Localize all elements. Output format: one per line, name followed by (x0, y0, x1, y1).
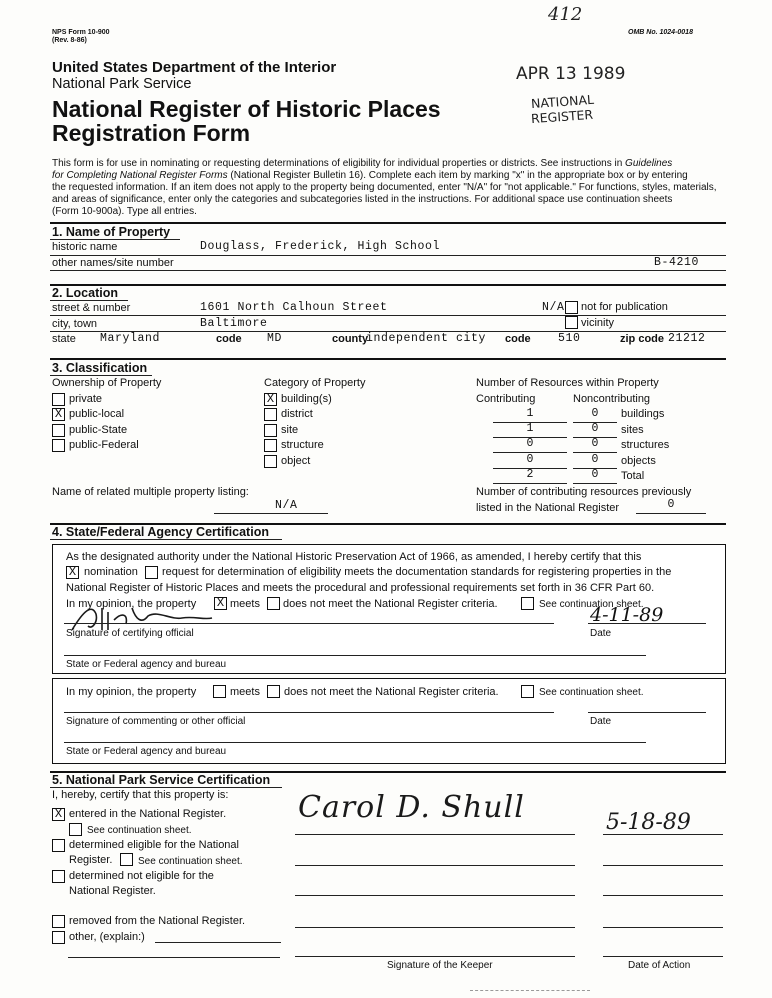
ownership-heading: Ownership of Property (52, 377, 162, 389)
category-district-checkbox[interactable] (264, 408, 277, 421)
keeper-line-5 (295, 956, 575, 957)
keeper-signature-label: Signature of the Keeper (387, 960, 493, 971)
street-line (50, 315, 726, 316)
section-3-heading-underline (50, 375, 152, 376)
street-number-value[interactable]: 1601 North Calhoun Street (200, 301, 388, 314)
meets-checkbox[interactable]: X (214, 597, 227, 610)
historic-name-line (50, 255, 726, 256)
opinion-label: In my opinion, the property (66, 598, 197, 610)
other-names-line (50, 270, 726, 271)
county-value[interactable]: independent city (366, 332, 487, 345)
agency2-bureau-label: State or Federal agency and bureau (66, 746, 227, 757)
keeper-line-2 (295, 865, 575, 866)
certifying-date-label: Date (590, 628, 612, 639)
form-revision: (Rev. 8-86) (52, 37, 87, 44)
resources-heading: Number of Resources within Property (476, 377, 659, 389)
contributing-structures[interactable]: 0 (526, 437, 534, 450)
action-line-3 (603, 895, 723, 896)
cert-paragraph-line-1: As the designated authority under the National Historic Preservation Act of 1966, as amended, I hereby certify that this (66, 551, 642, 563)
ownership-public-local-label: public-local (69, 408, 125, 420)
other-checkbox[interactable] (52, 931, 65, 944)
ownership-private-checkbox[interactable] (52, 393, 65, 406)
state-label: state (52, 333, 76, 345)
eligible-see-continuation-checkbox[interactable] (120, 853, 133, 866)
row-label-sites: sites (621, 424, 644, 436)
certifying-date-value: 4-11-89 (590, 604, 664, 626)
entered-see-continuation-checkbox[interactable] (69, 823, 82, 836)
meets2-checkbox[interactable] (213, 685, 226, 698)
action-line-5 (603, 956, 723, 957)
see-continuation-checkbox[interactable] (521, 597, 534, 610)
meets-label: meets (230, 598, 260, 610)
previously-listed-value[interactable]: 0 (667, 498, 675, 511)
ownership-private-label: private (69, 393, 103, 405)
instructions-line-4: and areas of significance, enter only the categories and subcategories listed in the instructions. For additional space use continuation sheets (52, 194, 673, 205)
vicinity-checkbox[interactable] (565, 316, 578, 329)
section-1-heading: 1. Name of Property (52, 225, 171, 239)
entered-see-continuation-label: See continuation sheet. (87, 825, 192, 836)
form-subtitle: Registration Form (52, 120, 251, 146)
section-2-heading-underline (50, 300, 128, 301)
noncontributing-line (573, 483, 617, 484)
instructions-line-2: for Completing National Register Forms (National Register Bulletin 16). Complete each item by marking "x" in the appropriate box or by entering (52, 170, 688, 181)
date-of-action-label: Date of Action (628, 960, 691, 971)
county-code-value[interactable]: 510 (558, 332, 581, 345)
zip-code-value[interactable]: 21212 (668, 332, 706, 345)
commenting-signature-line (64, 712, 554, 713)
certify-statement: I, hereby, certify that this property is: (52, 789, 229, 801)
instructions-line-5: (Form 10-900a). Type all entries. (52, 206, 197, 217)
does-not-meet2-label: does not meet the National Register criteria. (284, 686, 499, 698)
section-2-heading: 2. Location (52, 286, 118, 300)
state-value[interactable]: Maryland (100, 332, 161, 345)
contributing-sites[interactable]: 1 (526, 422, 534, 435)
see-continuation-label: See continuation sheet. (539, 599, 644, 610)
noncontributing-structures[interactable]: 0 (591, 437, 599, 450)
noncontributing-sites[interactable]: 0 (591, 422, 599, 435)
keeper-line-1 (295, 834, 575, 835)
determined-eligible-label-1: determined eligible for the National (69, 839, 239, 851)
opinion2-label: In my opinion, the property (66, 686, 197, 698)
instructions-line-3: the requested information. If an item does not apply to the property being documented, enter "N/A" for "not applicable." For functions, styles, materials, (52, 182, 717, 193)
scan-artifact-line (470, 990, 590, 991)
related-listing-value[interactable]: N/A (275, 499, 298, 512)
related-listing-line (214, 513, 328, 514)
does-not-meet-label: does not meet the National Register criteria. (283, 598, 498, 610)
determined-eligible-checkbox[interactable] (52, 839, 65, 852)
section-2-rule (50, 284, 726, 286)
category-heading: Category of Property (264, 377, 366, 389)
historic-name-value[interactable]: Douglass, Frederick, High School (200, 240, 441, 253)
service-name: National Park Service (52, 76, 192, 92)
keeper-signature: Carol D. Shull (298, 790, 525, 825)
row-label-structures: structures (621, 439, 670, 451)
contributing-line (493, 483, 567, 484)
eligible-see-continuation-label: See continuation sheet. (138, 856, 243, 867)
other-explain-line (155, 942, 281, 943)
noncontributing-buildings[interactable]: 0 (591, 407, 599, 420)
form-number: NPS Form 10-900 (52, 29, 110, 36)
department-name: United States Department of the Interior (52, 59, 337, 76)
ownership-public-federal-checkbox[interactable] (52, 439, 65, 452)
section-3-rule (50, 358, 726, 360)
determined-not-eligible-checkbox[interactable] (52, 870, 65, 883)
other-names-label: other names/site number (52, 257, 174, 269)
agency2-bureau-line (64, 742, 646, 743)
received-stamp-date: APR 13 1989 (516, 64, 626, 84)
request-determination-checkbox[interactable] (145, 566, 158, 579)
omb-number: OMB No. 1024-0018 (628, 29, 693, 36)
section-4-heading-underline (50, 539, 282, 540)
other-label: other, (explain:) (69, 931, 145, 943)
row-label-objects: objects (621, 455, 656, 467)
entered-checkbox[interactable]: X (52, 808, 65, 821)
section-5-heading: 5. National Park Service Certification (52, 773, 271, 787)
section-5-heading-underline (50, 787, 282, 788)
city-town-label: city, town (52, 318, 98, 330)
ownership-public-federal-label: public-Federal (69, 439, 139, 451)
noncontributing-total[interactable]: 0 (591, 468, 599, 481)
determined-not-eligible-label-2: National Register. (69, 885, 156, 897)
row-label-buildings: buildings (621, 408, 665, 420)
handwritten-number: 412 (548, 4, 583, 25)
ownership-public-state-label: public-State (69, 424, 128, 436)
noncontributing-objects[interactable]: 0 (591, 453, 599, 466)
action-line-2 (603, 865, 723, 866)
other-explain-line-2 (68, 957, 280, 958)
section-1-rule (50, 222, 726, 224)
stamp-national: NATIONAL (530, 91, 595, 112)
category-district-label: district (281, 408, 313, 420)
category-site-label: site (281, 424, 299, 436)
state-code-label: code (216, 333, 242, 345)
zip-code-label: zip code (620, 333, 665, 345)
street-number-label: street & number (52, 302, 131, 314)
agency-bureau-line (64, 655, 646, 656)
ownership-public-state-checkbox[interactable] (52, 424, 65, 437)
does-not-meet2-checkbox[interactable] (267, 685, 280, 698)
not-for-publication-label: not for publication (581, 301, 668, 313)
form-title: National Register of Historic Places (52, 96, 441, 122)
does-not-meet-checkbox[interactable] (267, 597, 280, 610)
category-structure-checkbox[interactable] (264, 439, 277, 452)
contributing-buildings[interactable]: 1 (526, 407, 534, 420)
contributing-total[interactable]: 2 (526, 468, 534, 481)
category-structure-label: structure (281, 439, 324, 451)
stamp-register: REGISTER (530, 106, 594, 127)
previously-listed-label-2: listed in the National Register (476, 502, 620, 514)
ownership-public-local-checkbox[interactable]: X (52, 408, 65, 421)
section-1-heading-underline (50, 239, 180, 240)
category-object-checkbox[interactable] (264, 455, 277, 468)
removed-checkbox[interactable] (52, 915, 65, 928)
county-label: county (332, 333, 369, 345)
historic-name-label: historic name (52, 241, 118, 253)
certifying-signature-label: Signature of certifying official (66, 628, 194, 639)
meets2-label: meets (230, 686, 260, 698)
section-3-heading: 3. Classification (52, 361, 148, 375)
commenting-date-label: Date (590, 716, 612, 727)
agency-bureau-label: State or Federal agency and bureau (66, 659, 227, 670)
instructions-line-1: This form is for use in nominating or requesting determinations of eligibility for individual properties or districts. See instructions in Guidelines (52, 158, 673, 169)
removed-label: removed from the National Register. (69, 915, 246, 927)
nomination-label: nomination (84, 566, 138, 578)
other-names-value[interactable]: B-4210 (654, 256, 700, 269)
commenting-date-line (588, 712, 706, 713)
request-determination-label: request for determination of eligibility meets the documentation standards for registering properties in the (162, 566, 672, 578)
category-site-checkbox[interactable] (264, 424, 277, 437)
date-of-action-value: 5-18-89 (606, 810, 691, 835)
previously-listed-label-1: Number of contributing resources previously (476, 486, 692, 498)
noncontributing-heading: Noncontributing (573, 393, 651, 405)
cert-paragraph-line-3: National Register of Historic Places and meets the procedural and professional requirements set forth in 36 CFR Part 60. (66, 582, 655, 594)
contributing-heading: Contributing (476, 393, 536, 405)
category-buildings-checkbox[interactable]: X (264, 393, 277, 406)
row-label-total: Total (621, 470, 645, 482)
previously-listed-line (636, 513, 706, 514)
see-continuation2-label: See continuation sheet. (539, 687, 644, 698)
keeper-line-3 (295, 895, 575, 896)
nomination-checkbox[interactable]: X (66, 566, 79, 579)
state-code-value[interactable]: MD (267, 332, 283, 345)
certifying-signature-line (64, 623, 554, 624)
vicinity-label: vicinity (581, 317, 615, 329)
action-line-1 (603, 834, 723, 835)
category-buildings-label: building(s) (281, 393, 332, 405)
certifying-date-line (588, 623, 706, 624)
commenting-signature-label: Signature of commenting or other official (66, 716, 246, 727)
county-code-label: code (505, 333, 531, 345)
entered-label: entered in the National Register. (69, 808, 227, 820)
determined-not-eligible-label-1: determined not eligible for the (69, 870, 214, 882)
category-object-label: object (281, 455, 311, 467)
see-continuation2-checkbox[interactable] (521, 685, 534, 698)
action-line-4 (603, 927, 723, 928)
related-listing-label: Name of related multiple property listing: (52, 486, 249, 498)
section-4-heading: 4. State/Federal Agency Certification (52, 525, 269, 539)
contributing-objects[interactable]: 0 (526, 453, 534, 466)
not-for-publication-na: N/A (542, 301, 565, 314)
keeper-line-4 (295, 927, 575, 928)
not-for-publication-checkbox[interactable] (565, 301, 578, 314)
determined-eligible-label-2: Register. (69, 854, 113, 866)
city-town-value[interactable]: Baltimore (200, 317, 268, 330)
